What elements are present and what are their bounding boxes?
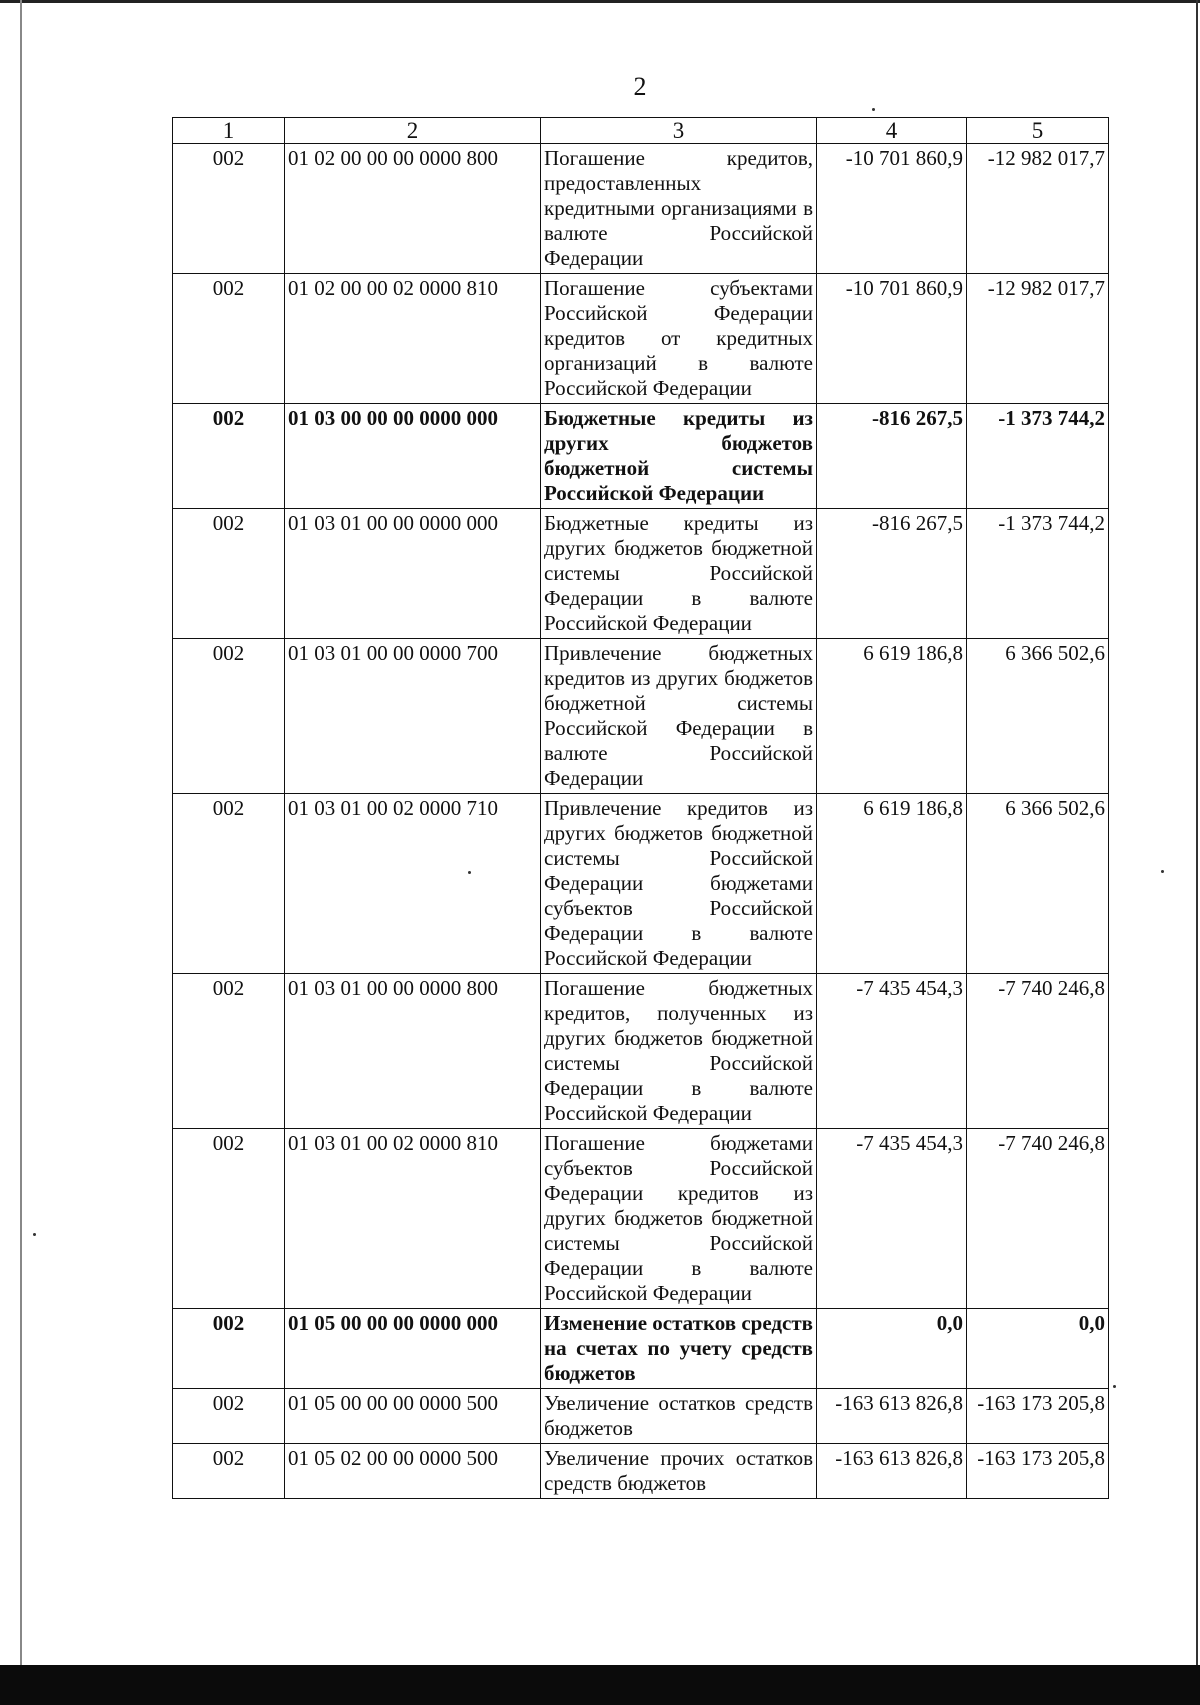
amount-year1-cell: 6 619 186,8 — [817, 639, 967, 794]
source-name-cell: Погашение бюджетами субъектов Российской Федерации кредитов из других бюджетов бюджетной системы Российской Федерации в валюте Российской Федерации — [541, 1129, 817, 1309]
amount-year1-cell: -163 613 826,8 — [817, 1389, 967, 1444]
column-header: 4 — [817, 118, 967, 144]
classification-code-cell: 01 02 00 00 00 0000 800 — [285, 144, 541, 274]
table-row — [173, 274, 1109, 404]
admin-code-cell: 002 — [173, 509, 285, 639]
table-row — [173, 1129, 1109, 1309]
admin-code-cell: 002 — [173, 404, 285, 509]
source-name-cell: Погашение субъектами Российской Федерации кредитов от кредитных организаций в валюте Российской Федерации — [541, 274, 817, 404]
classification-code-cell: 01 03 01 00 00 0000 700 — [285, 639, 541, 794]
source-name-cell: Привлечение кредитов из других бюджетов бюджетной системы Российской Федерации бюджетами субъектов Российской Федерации в валюте Российской Федерации — [541, 794, 817, 974]
column-number-row — [173, 118, 1109, 144]
classification-code-cell: 01 05 02 00 00 0000 500 — [285, 1444, 541, 1499]
page-number: 2 — [633, 72, 647, 101]
admin-code-cell: 002 — [173, 1444, 285, 1499]
amount-year2-cell: -12 982 017,7 — [967, 144, 1109, 274]
amount-year1-cell: -163 613 826,8 — [817, 1444, 967, 1499]
classification-code-cell: 01 03 01 00 00 0000 000 — [285, 509, 541, 639]
table-row — [173, 974, 1109, 1129]
admin-code-cell: 002 — [173, 274, 285, 404]
scan-speck — [33, 1233, 36, 1236]
classification-code-cell: 01 03 01 00 00 0000 800 — [285, 974, 541, 1129]
classification-code-cell: 01 03 01 00 02 0000 710 — [285, 794, 541, 974]
amount-year2-cell: -1 373 744,2 — [967, 404, 1109, 509]
amount-year1-cell: -816 267,5 — [817, 404, 967, 509]
classification-code-cell: 01 02 00 00 02 0000 810 — [285, 274, 541, 404]
scan-speck — [468, 871, 471, 874]
amount-year1-cell: -7 435 454,3 — [817, 1129, 967, 1309]
amount-year1-cell: 6 619 186,8 — [817, 794, 967, 974]
amount-year1-cell: -7 435 454,3 — [817, 974, 967, 1129]
admin-code-cell: 002 — [173, 144, 285, 274]
amount-year2-cell: 6 366 502,6 — [967, 794, 1109, 974]
amount-year2-cell: -163 173 205,8 — [967, 1444, 1109, 1499]
scan-border-left — [20, 0, 22, 1705]
classification-code-cell: 01 03 01 00 02 0000 810 — [285, 1129, 541, 1309]
table-row — [173, 1389, 1109, 1444]
table-row — [173, 639, 1109, 794]
amount-year1-cell: -816 267,5 — [817, 509, 967, 639]
source-name-cell: Бюджетные кредиты из других бюджетов бюджетной системы Российской Федерации — [541, 404, 817, 509]
amount-year2-cell: -163 173 205,8 — [967, 1389, 1109, 1444]
admin-code-cell: 002 — [173, 639, 285, 794]
scan-border-top — [0, 0, 1200, 3]
source-name-cell: Бюджетные кредиты из других бюджетов бюджетной системы Российской Федерации в валюте Российской Федерации — [541, 509, 817, 639]
scan-speck — [872, 108, 875, 111]
amount-year2-cell: 6 366 502,6 — [967, 639, 1109, 794]
admin-code-cell: 002 — [173, 1389, 285, 1444]
column-header: 5 — [967, 118, 1109, 144]
source-name-cell: Привлечение бюджетных кредитов из других бюджетов бюджетной системы Российской Федерации в валюте Российской Федерации — [541, 639, 817, 794]
source-name-cell: Увеличение остатков средств бюджетов — [541, 1389, 817, 1444]
admin-code-cell: 002 — [173, 1129, 285, 1309]
admin-code-cell: 002 — [173, 1309, 285, 1389]
amount-year2-cell: -1 373 744,2 — [967, 509, 1109, 639]
table-row — [173, 794, 1109, 974]
source-name-cell: Погашение бюджетных кредитов, полученных из других бюджетов бюджетной системы Российской Федерации в валюте Российской Федерации — [541, 974, 817, 1129]
source-name-cell: Погашение кредитов, предоставленных кредитными организациями в валюте Российской Федерации — [541, 144, 817, 274]
table-row — [173, 404, 1109, 509]
classification-code-cell: 01 05 00 00 00 0000 000 — [285, 1309, 541, 1389]
admin-code-cell: 002 — [173, 794, 285, 974]
table-row — [173, 1444, 1109, 1499]
column-header: 3 — [541, 118, 817, 144]
scan-bottom-bar — [0, 1665, 1200, 1705]
scan-speck — [1161, 870, 1164, 873]
table-row — [173, 144, 1109, 274]
scan-speck — [1113, 1385, 1116, 1388]
amount-year1-cell: 0,0 — [817, 1309, 967, 1389]
scan-border-right — [1196, 0, 1198, 1705]
amount-year2-cell: -12 982 017,7 — [967, 274, 1109, 404]
classification-code-cell: 01 03 00 00 00 0000 000 — [285, 404, 541, 509]
amount-year2-cell: -7 740 246,8 — [967, 974, 1109, 1129]
amount-year2-cell: -7 740 246,8 — [967, 1129, 1109, 1309]
amount-year2-cell: 0,0 — [967, 1309, 1109, 1389]
budget-sources-table — [172, 117, 1109, 1499]
amount-year1-cell: -10 701 860,9 — [817, 274, 967, 404]
source-name-cell: Изменение остатков средств на счетах по учету средств бюджетов — [541, 1309, 817, 1389]
column-header: 1 — [173, 118, 285, 144]
amount-year1-cell: -10 701 860,9 — [817, 144, 967, 274]
admin-code-cell: 002 — [173, 974, 285, 1129]
table-row — [173, 1309, 1109, 1389]
table-row — [173, 509, 1109, 639]
classification-code-cell: 01 05 00 00 00 0000 500 — [285, 1389, 541, 1444]
column-header: 2 — [285, 118, 541, 144]
source-name-cell: Увеличение прочих остатков средств бюджетов — [541, 1444, 817, 1499]
